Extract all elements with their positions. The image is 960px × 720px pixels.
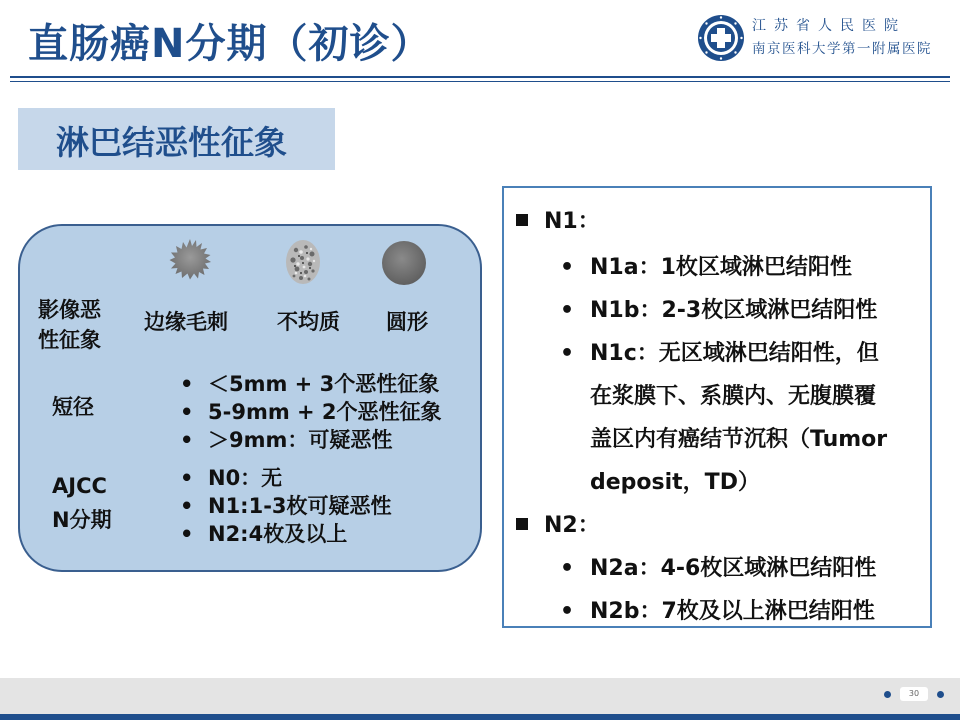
n2-item: • N2a：4-6枚区域淋巴结阳性 (560, 556, 877, 581)
short-axis-item: • ＞9mm：可疑恶性 (180, 428, 393, 452)
logo-hospital-name: 江苏省人民医院 (752, 18, 906, 34)
heterogeneous-circle-icon (284, 238, 322, 286)
footer-bar (0, 678, 960, 714)
ajcc-label-line2: N分期 (52, 508, 112, 532)
n1c-continuation: 在浆膜下、系膜内、无腹膜覆 (590, 384, 877, 409)
logo-university-name: 南京医科大学第一附属医院 (752, 41, 932, 57)
footer-dot-icon (884, 691, 891, 698)
short-axis-item: • 5-9mm + 2个恶性征象 (180, 400, 442, 424)
short-axis-label: 短径 (52, 395, 94, 419)
imaging-label-line1: 影像恶 (38, 298, 101, 322)
hospital-logo-icon (697, 14, 745, 62)
footer-accent-line (0, 714, 960, 720)
ajcc-item: • N0：无 (180, 466, 283, 490)
n2-item: • N2b：7枚及以上淋巴结阳性 (560, 599, 875, 624)
ajcc-item: • N1:1-3枚可疑恶性 (180, 494, 392, 518)
title-divider (10, 76, 950, 78)
n1-item: • N1a：1枚区域淋巴结阳性 (560, 255, 852, 280)
n1-item: • N1b：2-3枚区域淋巴结阳性 (560, 298, 878, 323)
sign-label-spiculated: 边缘毛刺 (144, 310, 228, 334)
ajcc-label-line1: AJCC (52, 474, 107, 498)
square-bullet-icon (516, 214, 528, 226)
sign-label-round: 圆形 (386, 310, 428, 334)
round-circle-icon (381, 240, 427, 286)
section-label: 淋巴结恶性征象 (56, 123, 287, 162)
n1c-continuation: deposit，TD） (590, 470, 760, 495)
square-bullet-icon (516, 518, 528, 530)
n1-item: • N1c：无区域淋巴结阳性，但 (560, 341, 879, 366)
footer-dot-icon (937, 691, 944, 698)
ajcc-item: • N2:4枚及以上 (180, 522, 348, 546)
spiculated-circle-icon (168, 238, 212, 282)
slide-title: 直肠癌N分期（初诊） (28, 21, 432, 67)
title-divider-thin (10, 81, 950, 82)
page-number: 30 (900, 687, 928, 701)
imaging-label-line2: 性征象 (38, 328, 101, 352)
n1-heading: N1： (516, 204, 600, 235)
n2-heading: N2： (516, 508, 600, 539)
sign-label-heterogeneous: 不均质 (277, 310, 340, 334)
short-axis-item: • ＜5mm + 3个恶性征象 (180, 372, 440, 396)
n1c-continuation: 盖区内有癌结节沉积（Tumor (590, 427, 888, 452)
